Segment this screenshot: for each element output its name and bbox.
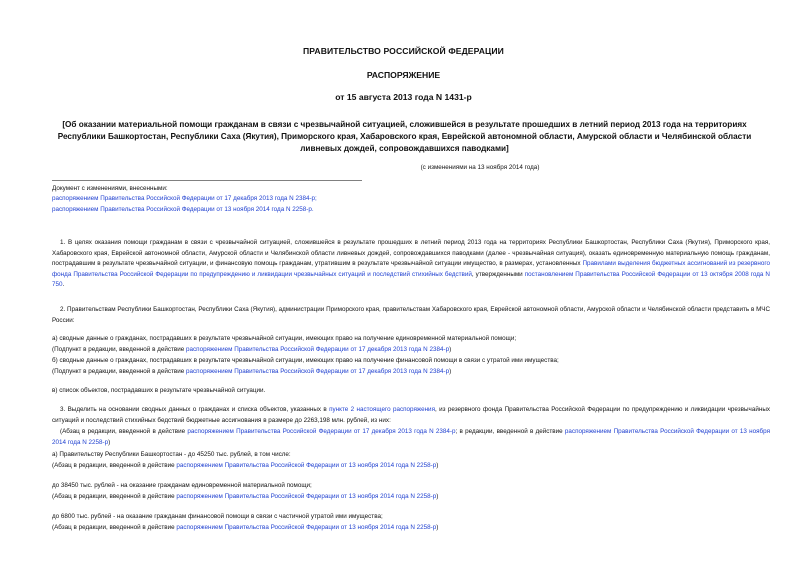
changes-date-note: (с изменениями на 13 ноября 2014 года) — [420, 164, 540, 171]
document-type: РАСПОРЯЖЕНИЕ — [366, 70, 441, 80]
change-link-2384[interactable]: распоряжением Правительства Российской Федерации от 17 декабря 2013 года N 2384-р; — [52, 195, 317, 203]
sub-item-a1-edit — [52, 492, 770, 503]
paragraph-1-mid: , утвержденными — [471, 270, 525, 278]
change-link-2258[interactable]: распоряжением Правительства Российской Федерации от 13 ноября 2014 года N 2258-р. — [52, 205, 314, 213]
edit-prefix: (Абзац в редакции, введенной в действие — [52, 462, 177, 469]
paragraph-1-text: 1. В целях оказания помощи гражданам в связи с чрезвычайной ситуацией, сложившейся в результате прошедших в летний период 2013 года на территориях Республики Башкортостан, Республики Саха (Якутия), Приморского края, Хабаровского края, Еврейской автономной области, Амурской области и Челябинской области ливневых дождей, сопровождавшихся паводками (далее - чрезвычайная ситуация), оказать единовременную материальную помощь гражданам, пострадавшим в результате чрезвычайной ситуации, и финансовую помощь гражданам, утратившим в результате чрезвычайной ситуации имущество, в размерах, установленных — [52, 239, 770, 268]
edit-suffix: ) — [108, 438, 111, 446]
point-2-link[interactable]: пункте 2 настоящего распоряжения — [329, 406, 435, 413]
item-a: а) сводные данные о гражданах, пострадавших в результате чрезвычайной ситуации, имеющих право на получение единовременной материальной помощи; — [52, 335, 517, 342]
sub-item-a1: до 38450 тыс. рублей - на оказание гражданам единовременной материальной помощи; — [52, 482, 312, 489]
item-b-edit — [52, 367, 770, 378]
edit-suffix: ) — [436, 462, 439, 469]
decree-750-link[interactable]: постановлением Правительства Российской Федерации от 13 октября 2008 года N 750 — [52, 270, 770, 289]
edit-suffix: ) — [449, 368, 452, 375]
paragraph-1-end: . — [62, 281, 65, 289]
paragraph-2: 2. Правительствам Республики Башкортостан, Республики Саха (Якутия), администрации Приморского края, правительствам Хабаровского края, Еврейской автономной области, Амурской области и Челябинской области представить в МЧС России: — [52, 306, 770, 324]
rules-link[interactable]: Правилами выделения бюджетных ассигнований из резервного фонда Правительства Российской Федерации по предупреждению и ликвидации чрезвычайных ситуаций и последствий стихийных бедствий — [52, 260, 770, 278]
sub-item-a-edit — [52, 461, 770, 472]
document-date-number: от 15 августа 2013 года N 1431-р — [335, 92, 472, 102]
paragraph-3-edit — [52, 427, 770, 448]
government-heading: ПРАВИТЕЛЬСТВО РОССИЙСКОЙ ФЕДЕРАЦИИ — [303, 46, 504, 56]
item-b-edit-link[interactable]: распоряжением Правительства Российской Федерации от 17 декабря 2013 года N 2384-р — [186, 368, 450, 375]
item-v: в) список объектов, пострадавших в результате чрезвычайной ситуации. — [52, 387, 266, 394]
sub-item-a: а) Правительству Республики Башкортостан - до 45250 тыс. рублей, в том числе: — [52, 451, 291, 458]
edit-prefix: (Абзац в редакции, введенной в действие — [52, 493, 177, 500]
sub-item-a2: до 6800 тыс. рублей - на оказание гражданам финансовой помощи в связи с частичной утратой ими имущества; — [52, 513, 383, 520]
edit-suffix: ) — [436, 493, 439, 500]
paragraph-3 — [52, 405, 770, 426]
paragraph-3-end: , из резервного фонда Правительства Российской Федерации по предупреждению и ликвидации чрезвычайных ситуаций и последствий стихийных бедствий бюджетные ассигнования в размере до 2263,198 млн. рублей, из них: — [52, 406, 771, 424]
document-title: [Об оказании материальной помощи гражданам в связи с чрезвычайной ситуацией, сложившейся в результате прошедших в летний период 2013 года на территориях Республики Башкортостан, Республики Саха (Якутия), Приморского края, Хабаровского края, Еврейской автономной области, Амурской области и Челябинской области ливневых дождей, сопровождавшихся паводками] — [57, 120, 752, 153]
item-a-edit — [52, 345, 770, 356]
paragraph-3-start: 3. Выделить на основании сводных данных о гражданах и списка объектов, указанных в — [60, 406, 330, 413]
paragraph-1 — [52, 238, 770, 291]
edit-prefix: (Подпункт в редакции, введенной в действие — [52, 368, 187, 375]
item-a-edit-link[interactable]: распоряжением Правительства Российской Федерации от 17 декабря 2013 года N 2384-р — [186, 346, 450, 353]
edit-suffix: ) — [449, 346, 452, 353]
edit-mid: ; в редакции, введенной в действие — [455, 428, 565, 435]
sub-a-edit-link[interactable]: распоряжением Правительства Российской Федерации от 13 ноября 2014 года N 2258-р — [176, 462, 437, 469]
sub-item-a2-edit — [52, 523, 770, 534]
p3-edit-link-2258[interactable]: распоряжением Правительства Российской Федерации от 13 ноября 2014 года N 2258-р — [52, 428, 770, 446]
item-b: б) сводные данные о гражданах, пострадавших в результате чрезвычайной ситуации, имеющих право на получение финансовой помощи в связи с утратой ими имущества; — [52, 357, 559, 364]
p3-edit-link-2384[interactable]: распоряжением Правительства Российской Федерации от 17 декабря 2013 года N 2384-р — [187, 428, 456, 435]
edit-prefix: (Подпункт в редакции, введенной в действие — [52, 346, 187, 353]
sub-a2-edit-link[interactable]: распоряжением Правительства Российской Федерации от 13 ноября 2014 года N 2258-р — [176, 524, 437, 531]
changes-list — [52, 180, 362, 215]
edit-prefix: (Абзац в редакции, введенной в действие — [52, 524, 177, 531]
changes-heading: Документ с изменениями, внесенными: — [52, 185, 168, 192]
edit-suffix: ) — [436, 524, 439, 531]
edit-prefix: (Абзац в редакции, введенной в действие — [60, 428, 188, 435]
sub-a1-edit-link[interactable]: распоряжением Правительства Российской Федерации от 13 ноября 2014 года N 2258-р — [176, 493, 437, 500]
